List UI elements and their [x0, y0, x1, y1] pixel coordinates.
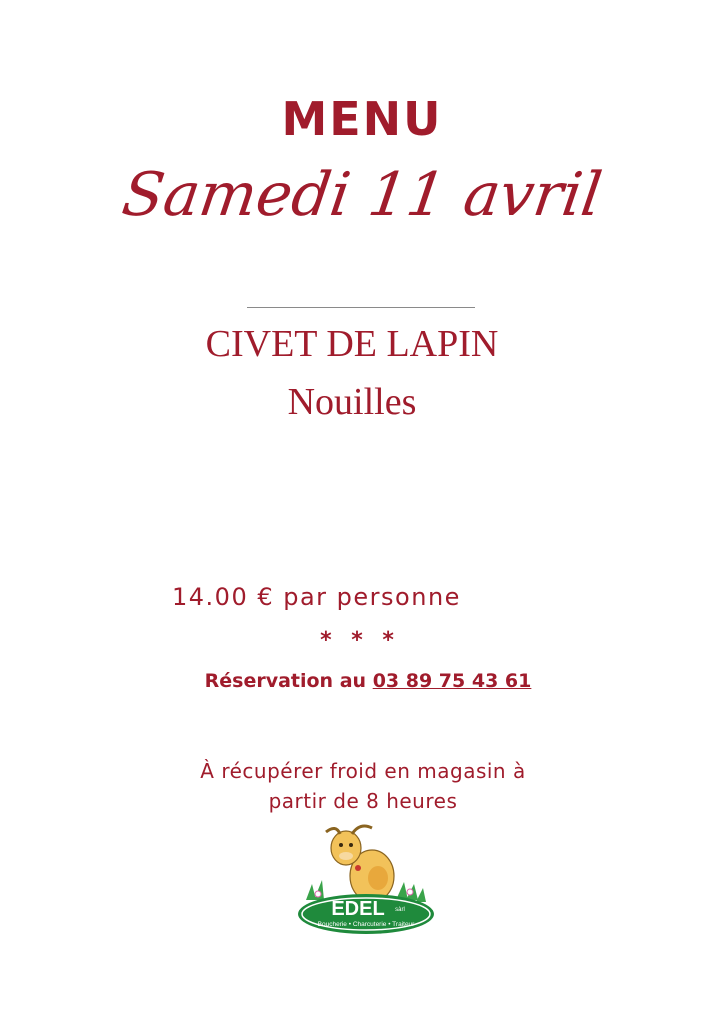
logo-tagline: Boucherie • Charcuterie • Traiteur [317, 921, 415, 928]
cow-mascot-icon [296, 818, 436, 936]
pickup-info [0, 756, 724, 816]
phone-link[interactable]: 03 89 75 43 61 [372, 670, 532, 692]
logo-suffix: sàrl [395, 907, 405, 913]
reservation-label: Réservation au [204, 670, 367, 692]
separator-stars: * * * [320, 628, 400, 653]
edel-logo [296, 818, 436, 936]
menu-title: MENU [281, 92, 443, 146]
reservation-line [0, 670, 724, 692]
pickup-line-1: À récupérer froid en magasin à [200, 759, 526, 783]
price-text: 14.00 € par personne [172, 583, 461, 611]
pickup-line-2: partir de 8 heures [268, 789, 458, 813]
logo-brand: EDEL [331, 898, 385, 920]
menu-date: Samedi 11 avril [118, 160, 606, 230]
side-dish: Nouilles [287, 381, 417, 423]
divider [247, 307, 475, 308]
dish-name: CIVET DE LAPIN [205, 323, 499, 365]
